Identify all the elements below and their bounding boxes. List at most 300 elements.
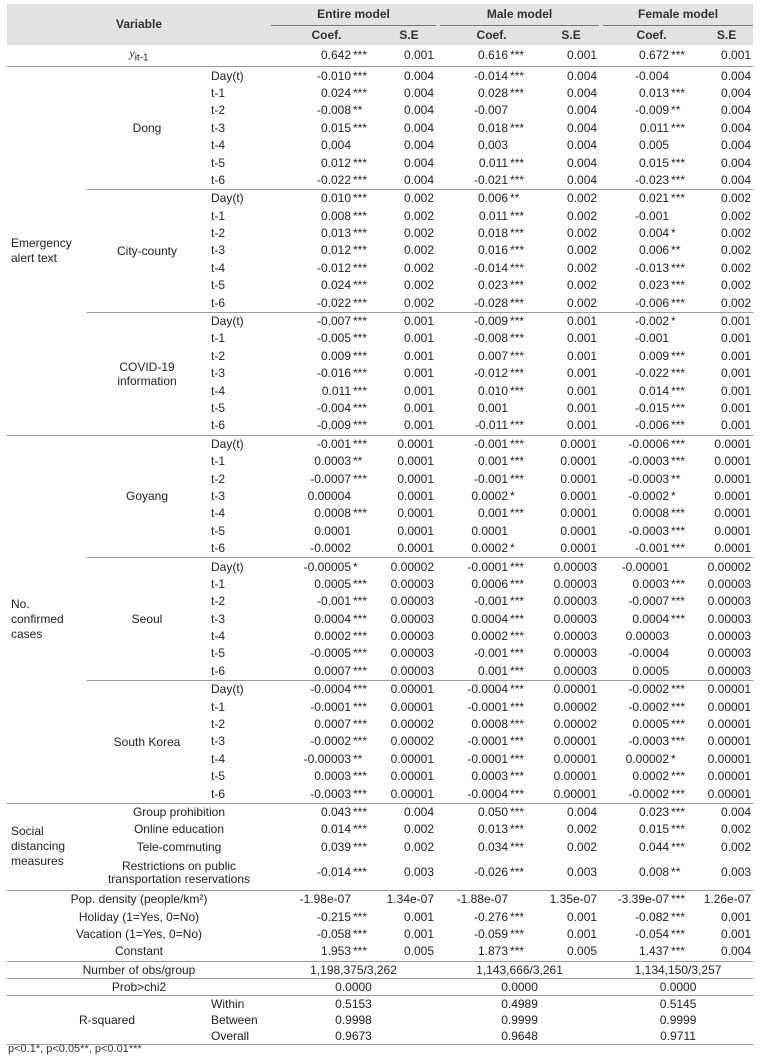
obs-row-label: Number of obs/group bbox=[7, 961, 271, 978]
coef-value: 0.00004 bbox=[307, 488, 351, 503]
se-value: 0.002 bbox=[404, 243, 435, 258]
lag-label: t-5 bbox=[211, 646, 226, 661]
se-value: 0.002 bbox=[567, 208, 598, 223]
header-row-models bbox=[7, 4, 753, 26]
lag-label: t-2 bbox=[211, 103, 226, 118]
se-value: 0.00002 bbox=[553, 699, 598, 714]
lag-label: t-4 bbox=[211, 138, 226, 153]
coef-value: -0.022 bbox=[316, 295, 351, 310]
covariate-row bbox=[7, 926, 753, 943]
significance-stars bbox=[352, 540, 382, 558]
significance-stars: *** bbox=[510, 944, 525, 959]
significance-stars: *** bbox=[671, 717, 686, 732]
se-value: 0.002 bbox=[700, 190, 753, 208]
coef-value: 0.0005 bbox=[632, 663, 670, 678]
lag-label: t-1 bbox=[211, 699, 226, 714]
significance-stars: *** bbox=[670, 890, 700, 908]
se-value: 0.00003 bbox=[707, 611, 752, 626]
se-value: 0.005 bbox=[567, 944, 598, 959]
coef-value: -0.001 bbox=[440, 435, 509, 453]
significance-stars bbox=[509, 137, 543, 154]
significance-stars: *** bbox=[509, 312, 543, 330]
se-value: 0.00001 bbox=[707, 699, 752, 714]
coef-value: 0.006 bbox=[639, 243, 670, 258]
significance-stars: *** bbox=[353, 576, 368, 591]
se-value: 0.004 bbox=[721, 138, 752, 153]
significance-stars: *** bbox=[671, 172, 686, 187]
coef-value: -0.0007 bbox=[628, 594, 670, 609]
significance-stars: * bbox=[352, 558, 382, 576]
significance-stars bbox=[352, 488, 382, 505]
coef-value: -0.006 bbox=[635, 295, 670, 310]
significance-stars: *** bbox=[352, 190, 382, 208]
significance-stars: *** bbox=[353, 717, 368, 732]
prob-row bbox=[7, 978, 753, 995]
significance-stars: *** bbox=[509, 558, 543, 576]
coef-value: -0.276 bbox=[474, 909, 509, 924]
coef-value: 1.953 bbox=[320, 944, 351, 959]
significance-stars bbox=[509, 890, 543, 908]
se-value: 0.002 bbox=[543, 190, 599, 208]
coef-value: -0.012 bbox=[316, 260, 351, 275]
coef-value: -0.082 bbox=[635, 909, 670, 924]
coef-value: -0.023 bbox=[635, 172, 670, 187]
coef-value: -0.001 bbox=[316, 594, 351, 609]
se-value: 0.001 bbox=[721, 383, 752, 398]
se-value: 0.004 bbox=[567, 103, 598, 118]
coef-value: -0.0001 bbox=[440, 558, 509, 576]
significance-stars: *** bbox=[671, 348, 686, 363]
significance-stars: * bbox=[671, 751, 676, 766]
lag-label: t-4 bbox=[211, 260, 226, 275]
significance-stars: *** bbox=[509, 803, 543, 821]
measure-label: Tele-commuting bbox=[136, 839, 222, 854]
se-value: 0.001 bbox=[721, 366, 752, 381]
significance-stars: *** bbox=[670, 435, 700, 453]
significance-stars: *** bbox=[353, 331, 368, 346]
coef-value: 0.0004 bbox=[471, 611, 509, 626]
entire-model-header: Entire model bbox=[271, 4, 436, 26]
lag-label: t-1 bbox=[211, 576, 226, 591]
se-value: 0.00003 bbox=[553, 646, 598, 661]
coef-value: 0.004 bbox=[639, 226, 670, 241]
significance-stars: *** bbox=[671, 401, 686, 415]
se-value: 0.001 bbox=[567, 331, 598, 346]
coef-header: Coef. bbox=[271, 26, 382, 46]
lag-label: t-2 bbox=[211, 594, 226, 609]
significance-stars: *** bbox=[353, 348, 368, 363]
se-value: 0.002 bbox=[404, 226, 435, 241]
se-value: 0.004 bbox=[721, 944, 752, 959]
significance-stars: * bbox=[510, 488, 515, 503]
significance-stars bbox=[670, 137, 700, 154]
coef-value: 0.024 bbox=[320, 278, 351, 293]
coef-value: 0.0002 bbox=[314, 629, 351, 644]
coef-value: -0.0003 bbox=[628, 734, 670, 749]
significance-stars: *** bbox=[510, 366, 525, 381]
social-distancing-row bbox=[7, 856, 753, 891]
se-value: 0.0001 bbox=[397, 488, 435, 503]
coef-value: 0.0005 bbox=[632, 717, 670, 732]
coef-value: -0.0005 bbox=[310, 646, 351, 661]
se-value: 0.00003 bbox=[707, 663, 752, 678]
significance-stars: *** bbox=[510, 769, 525, 784]
significance-stars: * bbox=[510, 541, 515, 556]
coef-value: 0.008 bbox=[639, 865, 670, 880]
se-value: 0.00003 bbox=[543, 558, 599, 576]
se-value: 1.26e-07 bbox=[700, 890, 753, 908]
se-value: 0.00001 bbox=[707, 717, 752, 732]
lag-label: t-2 bbox=[211, 717, 226, 732]
significance-stars bbox=[352, 890, 382, 908]
significance-stars: *** bbox=[353, 226, 368, 241]
significance-stars: *** bbox=[671, 295, 686, 310]
coef-value: 0.013 bbox=[639, 85, 670, 100]
se-value: 0.001 bbox=[404, 418, 435, 433]
significance-stars: *** bbox=[510, 155, 525, 170]
coef-value: 0.001 bbox=[478, 506, 509, 521]
se-value: 0.00001 bbox=[707, 769, 752, 784]
coef-value: 0.0003 bbox=[632, 576, 670, 591]
coef-value: 0.642 bbox=[320, 48, 351, 63]
coef-value: 0.0003 bbox=[314, 769, 351, 784]
coef-value: 0.018 bbox=[478, 120, 509, 135]
coef-value: -0.0003 bbox=[628, 523, 670, 538]
se-value: 0.0001 bbox=[560, 454, 598, 469]
se-value: 0.001 bbox=[567, 48, 598, 63]
coef-value: -0.001 bbox=[635, 541, 670, 556]
se-value: 0.002 bbox=[567, 839, 598, 854]
significance-stars: *** bbox=[353, 926, 368, 941]
coef-value: -0.0004 bbox=[440, 681, 509, 699]
se-value: 1.35e-07 bbox=[543, 890, 599, 908]
lagged-dependent-label bbox=[7, 45, 271, 67]
se-value: 0.00003 bbox=[553, 576, 598, 591]
coef-value: -0.0006 bbox=[603, 435, 670, 453]
coef-value: -0.0003 bbox=[628, 454, 670, 469]
significance-stars: *** bbox=[510, 383, 525, 398]
coef-value: -0.022 bbox=[316, 172, 351, 187]
coef-value: 0.0004 bbox=[632, 611, 670, 626]
regression-results-table bbox=[7, 4, 753, 1045]
se-value: 0.004 bbox=[700, 803, 753, 821]
coef-value: -0.054 bbox=[635, 926, 670, 941]
se-value: 0.00001 bbox=[382, 681, 436, 699]
significance-stars: *** bbox=[510, 629, 525, 644]
coef-value: -0.009 bbox=[440, 312, 509, 330]
lag-label: t-6 bbox=[211, 541, 226, 556]
significance-stars: * bbox=[671, 488, 676, 503]
se-value: 0.004 bbox=[721, 120, 752, 135]
significance-stars: * bbox=[670, 312, 700, 330]
se-value: 0.004 bbox=[721, 85, 752, 100]
lag-label: Day(t) bbox=[207, 312, 271, 330]
coef-value: 0.0002 bbox=[471, 541, 509, 556]
se-value: 0.0001 bbox=[714, 488, 752, 503]
se-value: 0.00003 bbox=[553, 594, 598, 609]
significance-stars: *** bbox=[670, 803, 700, 821]
coef-value: -0.009 bbox=[316, 418, 351, 433]
significance-stars: *** bbox=[671, 839, 686, 854]
significance-stars: *** bbox=[670, 190, 700, 208]
coef-value: 0.0005 bbox=[314, 576, 351, 591]
significance-stars: *** bbox=[353, 734, 368, 749]
coef-value: -1.98e-07 bbox=[271, 890, 352, 908]
significance-stars: *** bbox=[510, 909, 525, 924]
significance-stars: *** bbox=[353, 85, 368, 100]
coef-value: -0.008 bbox=[316, 103, 351, 118]
coef-value: 0.011 bbox=[478, 155, 509, 170]
coef-value: -0.014 bbox=[440, 67, 509, 85]
coef-value: -0.022 bbox=[635, 366, 670, 381]
se-value: 0.001 bbox=[721, 909, 752, 924]
se-value: 0.0001 bbox=[397, 541, 435, 556]
significance-stars bbox=[352, 523, 382, 540]
se-value: 0.001 bbox=[721, 331, 752, 346]
se-value: 0.002 bbox=[404, 839, 435, 854]
lag-label: Day(t) bbox=[207, 558, 271, 576]
lag-label: t-2 bbox=[211, 471, 226, 486]
se-value: 0.00003 bbox=[390, 611, 435, 626]
significance-stars: *** bbox=[510, 576, 525, 591]
coef-value: -1.88e-07 bbox=[440, 890, 509, 908]
significance-stars: *** bbox=[353, 699, 368, 714]
se-value: 0.004 bbox=[382, 803, 436, 821]
coef-value: 1.873 bbox=[478, 944, 509, 959]
se-value: 0.001 bbox=[567, 383, 598, 398]
social-distancing-row bbox=[7, 839, 753, 856]
se-value: 0.002 bbox=[567, 822, 598, 837]
significance-stars: ** bbox=[353, 454, 363, 469]
coef-value: 0.021 bbox=[603, 190, 670, 208]
se-value: 0.00001 bbox=[707, 786, 752, 801]
se-value: 0.001 bbox=[404, 348, 435, 363]
se-value: 0.00003 bbox=[553, 611, 598, 626]
rsquared-label: R-squared bbox=[7, 995, 207, 1045]
significance-stars: *** bbox=[353, 839, 368, 854]
significance-stars: *** bbox=[510, 506, 525, 521]
se-value: 0.0001 bbox=[397, 471, 435, 486]
coef-value: -0.002 bbox=[603, 312, 670, 330]
significance-stars: *** bbox=[353, 383, 368, 398]
se-value: 0.0001 bbox=[382, 435, 436, 453]
significance-stars: *** bbox=[671, 822, 686, 837]
significance-stars: *** bbox=[353, 243, 368, 258]
coef-value: -0.016 bbox=[316, 366, 351, 381]
rsquared-value: 0.9711 bbox=[603, 1028, 753, 1045]
coef-value: -0.014 bbox=[316, 865, 351, 880]
lagged-dependent-row bbox=[7, 45, 753, 67]
coef-value: 0.0008 bbox=[471, 717, 509, 732]
se-value: 0.00003 bbox=[707, 629, 752, 644]
lag-label: t-6 bbox=[211, 172, 226, 187]
se-value: 0.004 bbox=[700, 67, 753, 85]
coef-value: -0.0001 bbox=[467, 734, 509, 749]
significance-stars: *** bbox=[671, 48, 686, 63]
significance-stars: *** bbox=[671, 260, 686, 275]
se-value: 0.003 bbox=[567, 865, 598, 880]
significance-stars bbox=[509, 400, 543, 417]
significance-stars bbox=[670, 628, 700, 645]
coef-value: -0.001 bbox=[635, 331, 670, 346]
coef-value: -0.0003 bbox=[628, 471, 670, 486]
significance-stars: *** bbox=[352, 67, 382, 85]
se-value: 0.002 bbox=[567, 260, 598, 275]
se-value: 0.001 bbox=[567, 348, 598, 363]
se-value: 0.004 bbox=[567, 172, 598, 187]
rsquared-type: Within bbox=[207, 995, 271, 1012]
se-value: 0.00003 bbox=[707, 646, 752, 661]
significance-stars: *** bbox=[509, 435, 543, 453]
coef-value: 0.001 bbox=[478, 401, 509, 415]
coef-value: 0.013 bbox=[478, 822, 509, 837]
coef-value: -0.0002 bbox=[603, 681, 670, 699]
coef-value: -0.001 bbox=[474, 594, 509, 609]
coef-value: 0.043 bbox=[271, 803, 352, 821]
coef-value: 0.0002 bbox=[471, 629, 509, 644]
group-label-dong: Dong bbox=[87, 67, 207, 190]
se-value: 0.00003 bbox=[553, 629, 598, 644]
se-value: 0.002 bbox=[721, 295, 752, 310]
coef-value: -0.028 bbox=[474, 295, 509, 310]
se-value: 0.003 bbox=[404, 865, 435, 880]
significance-stars: *** bbox=[353, 278, 368, 293]
coef-value: -0.0002 bbox=[310, 541, 351, 556]
coef-value: 0.0001 bbox=[471, 523, 509, 538]
se-value: 0.00002 bbox=[390, 717, 435, 732]
coef-value: -0.0002 bbox=[628, 786, 670, 801]
se-value: 0.004 bbox=[543, 803, 599, 821]
significance-stars: *** bbox=[510, 278, 525, 293]
coef-value: 0.009 bbox=[639, 348, 670, 363]
significance-stars: *** bbox=[352, 312, 382, 330]
coef-value: 0.012 bbox=[320, 155, 351, 170]
se-value: 0.002 bbox=[721, 243, 752, 258]
coef-value: 0.016 bbox=[478, 243, 509, 258]
lag-label: t-5 bbox=[211, 401, 226, 415]
se-header: S.E bbox=[543, 26, 599, 46]
lag-label: t-5 bbox=[211, 769, 226, 784]
coef-value: -0.021 bbox=[474, 172, 509, 187]
coef-value: -0.0001 bbox=[467, 699, 509, 714]
se-value: 0.002 bbox=[382, 190, 436, 208]
group-label-korea: South Korea bbox=[87, 681, 207, 804]
coef-value: 0.034 bbox=[478, 839, 509, 854]
lagged-y-symbol: y bbox=[129, 46, 135, 60]
obs-row bbox=[7, 961, 753, 978]
se-value: 0.002 bbox=[404, 208, 435, 223]
coef-value: 0.0004 bbox=[314, 611, 351, 626]
covariate-label: Holiday (1=Yes, 0=No) bbox=[78, 909, 200, 924]
significance-stars: *** bbox=[353, 663, 368, 678]
coef-value: 0.039 bbox=[320, 839, 351, 854]
coef-value: 0.001 bbox=[478, 663, 509, 678]
coef-value: 0.010 bbox=[271, 190, 352, 208]
se-value: 0.001 bbox=[404, 401, 435, 415]
significance-stars bbox=[670, 558, 700, 576]
coef-value: 0.013 bbox=[320, 226, 351, 241]
covariate-label: Pop. density (people/km²) bbox=[7, 890, 271, 908]
se-value: 0.003 bbox=[721, 865, 752, 880]
coef-value: -0.00003 bbox=[303, 751, 351, 766]
significance-stars: *** bbox=[671, 944, 686, 959]
rsquared-row bbox=[7, 995, 753, 1012]
coef-value: -0.007 bbox=[271, 312, 352, 330]
significance-stars: *** bbox=[510, 120, 525, 135]
significance-stars: *** bbox=[671, 278, 686, 293]
se-value: 0.002 bbox=[404, 295, 435, 310]
se-value: 0.004 bbox=[404, 155, 435, 170]
rsquared-value: 0.5153 bbox=[271, 995, 436, 1012]
se-value: 0.00001 bbox=[707, 751, 752, 766]
se-value: 0.001 bbox=[721, 926, 752, 941]
significance-stars: *** bbox=[671, 383, 686, 398]
se-value: 0.002 bbox=[404, 822, 435, 837]
rsquared-value: 0.9999 bbox=[659, 1013, 697, 1028]
coef-value: -0.0004 bbox=[271, 681, 352, 699]
lag-label: t-4 bbox=[211, 751, 226, 766]
lag-label: t-2 bbox=[211, 348, 226, 363]
coef-value: -0.0002 bbox=[628, 699, 670, 714]
se-value: 0.004 bbox=[382, 67, 436, 85]
coef-value: 0.023 bbox=[478, 278, 509, 293]
coef-value: 0.018 bbox=[478, 226, 509, 241]
coef-value: 0.015 bbox=[639, 155, 670, 170]
se-value: 0.004 bbox=[404, 120, 435, 135]
coef-value: 0.0002 bbox=[632, 769, 670, 784]
coef-value: 0.011 bbox=[478, 208, 509, 223]
coef-value: -0.00005 bbox=[271, 558, 352, 576]
significance-stars bbox=[670, 208, 700, 225]
se-value: 0.001 bbox=[404, 383, 435, 398]
coef-value: 0.0003 bbox=[471, 769, 509, 784]
significance-stars: *** bbox=[353, 594, 368, 609]
obs-row-value: 1,143,666/3,261 bbox=[440, 961, 599, 978]
coef-value: 0.0003 bbox=[314, 454, 351, 469]
lag-label: t-5 bbox=[211, 155, 226, 170]
covariate-row bbox=[7, 890, 753, 908]
coef-value: 0.0008 bbox=[314, 506, 351, 521]
se-value: 0.0001 bbox=[543, 435, 599, 453]
coef-value: -0.001 bbox=[635, 208, 670, 223]
se-value: 0.004 bbox=[567, 138, 598, 153]
significance-stars: *** bbox=[671, 769, 686, 784]
significance-stars: *** bbox=[510, 85, 525, 100]
significance-stars: *** bbox=[510, 717, 525, 732]
significance-stars: *** bbox=[353, 155, 368, 170]
coef-value: -0.0004 bbox=[467, 786, 509, 801]
coef-value: 0.011 bbox=[639, 120, 670, 135]
significance-stars: * bbox=[671, 226, 676, 241]
significance-stars: *** bbox=[352, 681, 382, 699]
significance-stars: *** bbox=[353, 120, 368, 135]
significance-stars: *** bbox=[510, 751, 525, 766]
se-value: 0.004 bbox=[404, 172, 435, 187]
se-value: 0.00003 bbox=[390, 646, 435, 661]
significance-stars bbox=[352, 137, 382, 154]
significance-stars: *** bbox=[510, 865, 525, 880]
covariate-row bbox=[7, 943, 753, 961]
significance-stars: *** bbox=[671, 926, 686, 941]
coef-value: 0.616 bbox=[478, 48, 509, 63]
lag-label: t-1 bbox=[211, 85, 226, 100]
se-value: 0.0001 bbox=[397, 506, 435, 521]
coef-header: Coef. bbox=[440, 26, 543, 46]
significance-stars bbox=[670, 645, 700, 662]
lagged-y-subscript: it-1 bbox=[134, 52, 149, 64]
se-value: 0.001 bbox=[567, 926, 598, 941]
significance-stars: *** bbox=[352, 803, 382, 821]
